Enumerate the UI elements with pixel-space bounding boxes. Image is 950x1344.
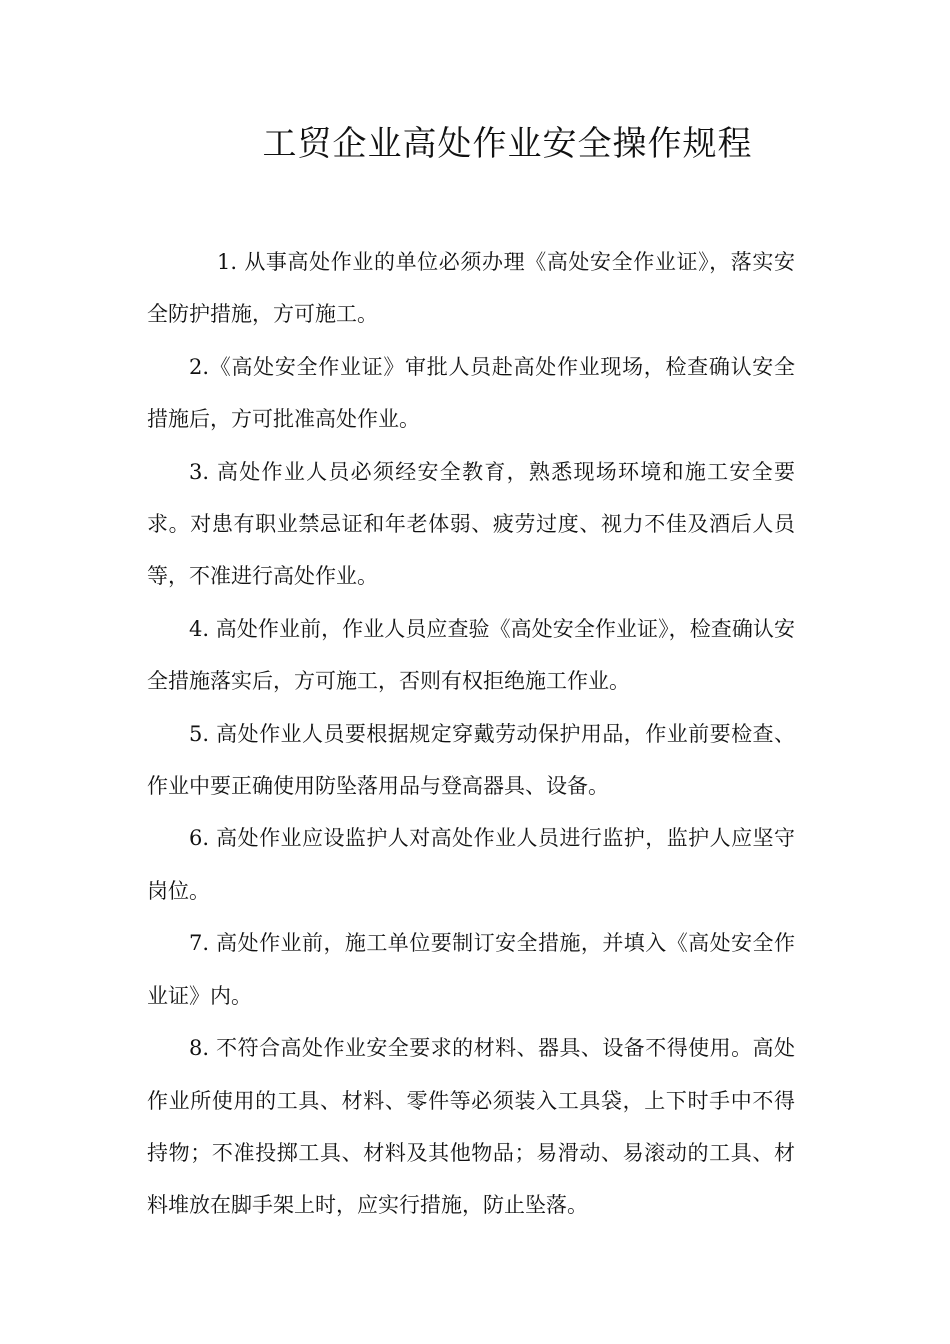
paragraph-5: 5. 高处作业人员要根据规定穿戴劳动保护用品，作业前要检查、作业中要正确使用防坠落用品与登高器具、设备。	[147, 721, 795, 799]
document-body	[147, 236, 795, 1232]
paragraph-7: 7. 高处作业前，施工单位要制订安全措施，并填入《高处安全作业证》内。	[147, 931, 795, 1008]
paragraph-6: 6. 高处作业应设监护人对高处作业人员进行监护，监护人应坚守岗位。	[147, 826, 795, 903]
paragraph-3: 3. 高处作业人员必须经安全教育，熟悉现场环境和施工安全要求。对患有职业禁忌证和年老体弱、疲劳过度、视力不佳及酒后人员等，不准进行高处作业。	[147, 459, 795, 589]
paragraph-1: 1. 从事高处作业的单位必须办理《高处安全作业证》，落实安全防护措施，方可施工。	[147, 250, 795, 327]
paragraph-2: 2.《高处安全作业证》审批人员赴高处作业现场，检查确认安全措施后，方可批准高处作业。	[147, 354, 795, 432]
paragraph-8: 8. 不符合高处作业安全要求的材料、器具、设备不得使用。高处作业所使用的工具、材料、零件等必须装入工具袋，上下时手中不得持物；不准投掷工具、材料及其他物品；易滑动、易滚动的工具、材料堆放在脚手架上时，应实行措施，防止坠落。	[147, 1036, 795, 1218]
paragraph-4: 4. 高处作业前，作业人员应查验《高处安全作业证》，检查确认安全措施落实后，方可施工，否则有权拒绝施工作业。	[147, 616, 795, 694]
page-title: 工贸企业高处作业安全操作规程	[262, 124, 753, 164]
